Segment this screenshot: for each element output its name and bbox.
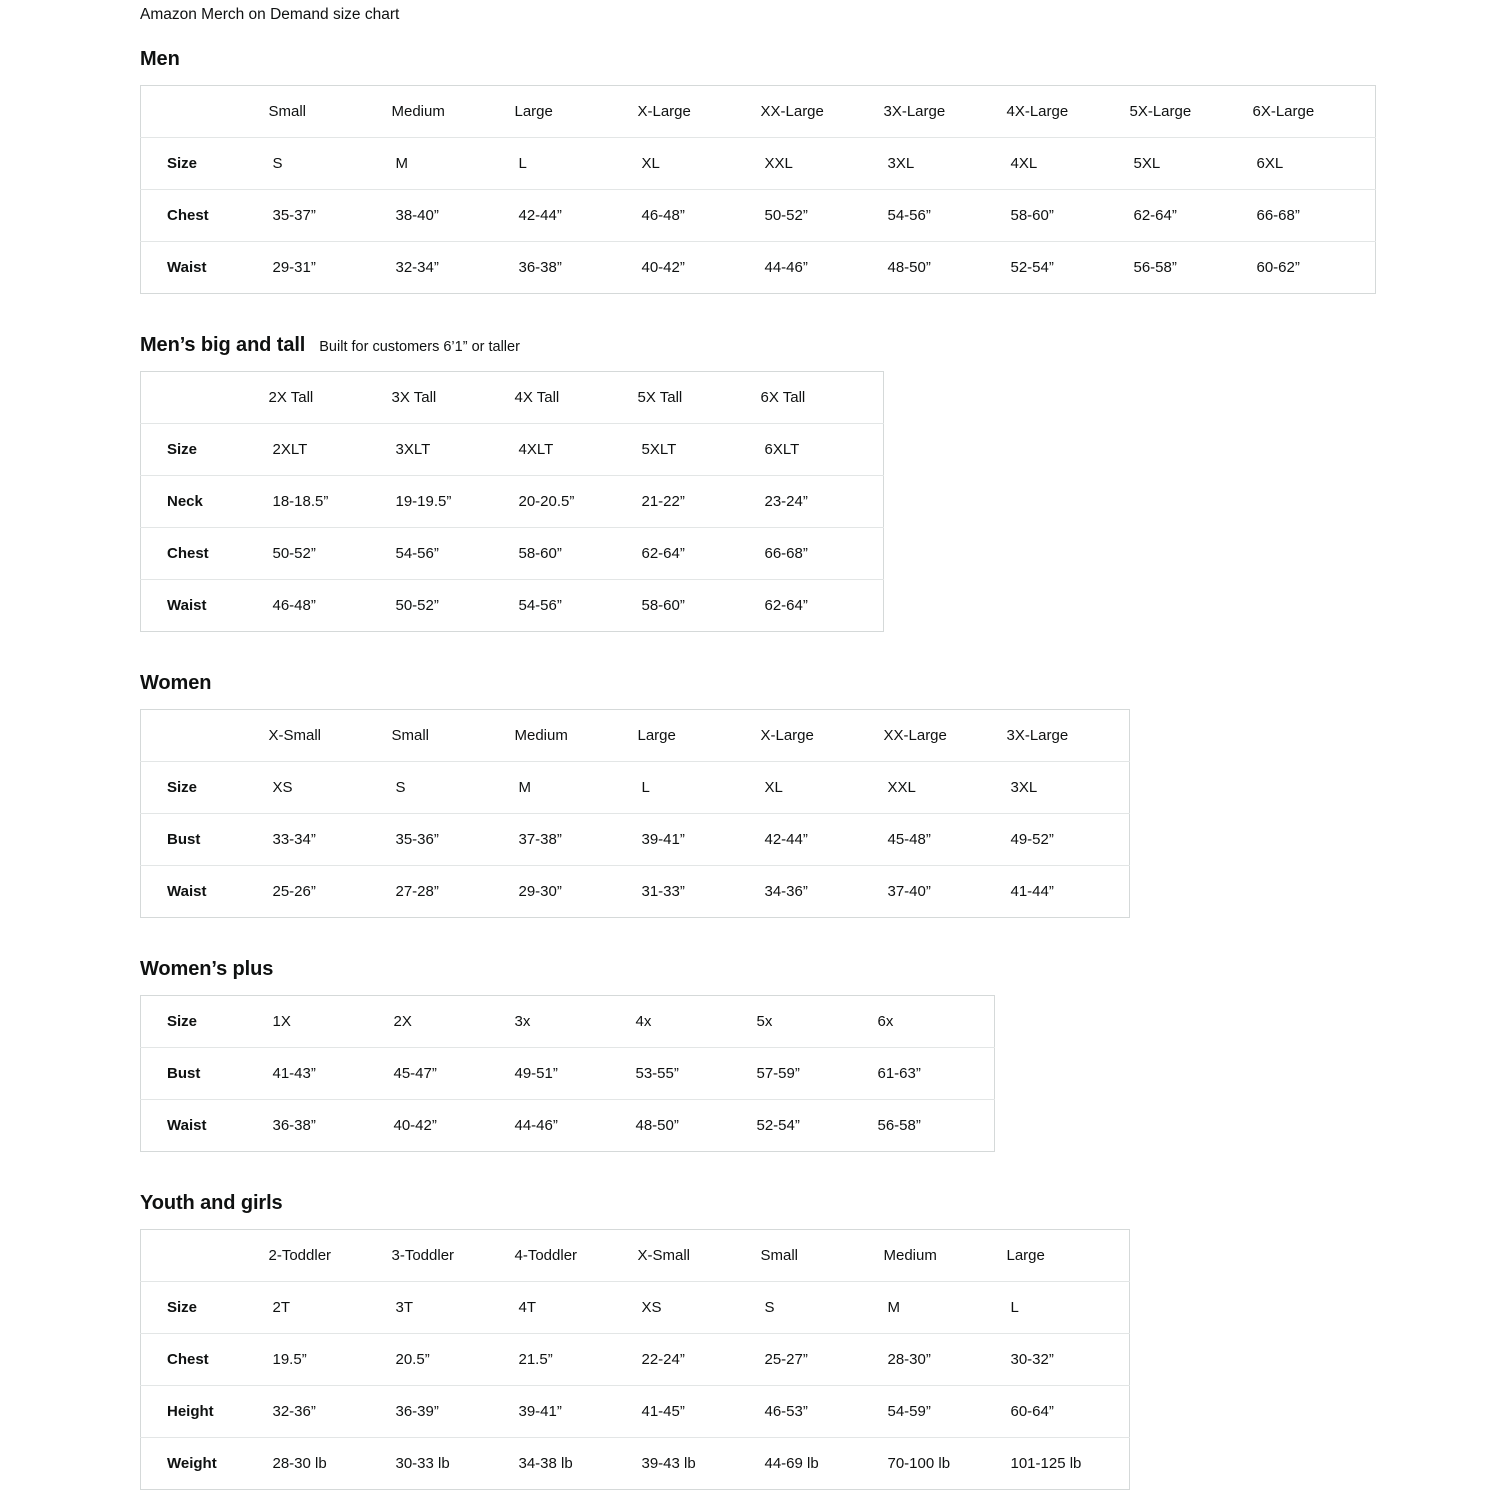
column-header: X-Small bbox=[269, 710, 392, 762]
table-cell: 29-31” bbox=[272, 259, 316, 276]
table-header-row bbox=[141, 710, 1130, 762]
row-header: Size bbox=[141, 424, 269, 476]
section-note-mens-big-and-tall: Built for customers 6’1” or taller bbox=[319, 339, 520, 355]
table-cell: 60-64” bbox=[1007, 1386, 1130, 1438]
table-cell: 45-48” bbox=[884, 814, 1007, 866]
table-header-row bbox=[141, 86, 1376, 138]
table-cell: 37-38” bbox=[515, 814, 638, 866]
table-row bbox=[141, 138, 1376, 190]
table-row bbox=[141, 1282, 1130, 1334]
column-header: 2X Tall bbox=[269, 372, 392, 424]
section-header-mens-big-and-tall bbox=[140, 334, 1499, 357]
section-header-women bbox=[140, 672, 1499, 695]
table-cell: 46-53” bbox=[761, 1386, 884, 1438]
table-cell: 39-43 lb bbox=[641, 1455, 696, 1472]
column-header: 4X Tall bbox=[515, 372, 638, 424]
column-header: 5X Tall bbox=[638, 372, 761, 424]
table-row bbox=[141, 476, 884, 528]
table-cell: XL bbox=[761, 762, 884, 814]
table-cell: 6XL bbox=[1253, 138, 1376, 190]
table-cell: 4x bbox=[632, 996, 753, 1048]
table-cell: 35-37” bbox=[269, 190, 392, 242]
table-cell: 31-33” bbox=[641, 883, 685, 900]
table-cell: 42-44” bbox=[515, 190, 638, 242]
table-cell: 48-50” bbox=[887, 259, 931, 276]
table-cell: 41-44” bbox=[1010, 883, 1054, 900]
row-header: Height bbox=[141, 1386, 269, 1438]
size-table-youth-and-girls bbox=[140, 1229, 1130, 1490]
table-cell: 6x bbox=[874, 996, 995, 1048]
table-cell: 45-47” bbox=[390, 1048, 511, 1100]
column-header: 5X-Large bbox=[1130, 86, 1253, 138]
column-header: Small bbox=[269, 86, 392, 138]
column-header: 3X-Large bbox=[1007, 710, 1130, 762]
table-row bbox=[141, 866, 1130, 918]
table-cell: 44-69 lb bbox=[764, 1455, 819, 1472]
section-header-youth-and-girls bbox=[140, 1192, 1499, 1215]
table-cell: 3x bbox=[511, 996, 632, 1048]
table-cell: 32-36” bbox=[269, 1386, 392, 1438]
table-cell: 42-44” bbox=[761, 814, 884, 866]
table-header-row bbox=[141, 372, 884, 424]
table-cell: M bbox=[392, 138, 515, 190]
corner-cell bbox=[141, 86, 269, 138]
table-cell: 35-36” bbox=[392, 814, 515, 866]
row-header: Chest bbox=[141, 1334, 269, 1386]
table-cell: 62-64” bbox=[1130, 190, 1253, 242]
table-cell: 66-68” bbox=[761, 528, 884, 580]
table-cell: 41-43” bbox=[269, 1048, 390, 1100]
table-cell: 20-20.5” bbox=[515, 476, 638, 528]
size-table-men bbox=[140, 85, 1376, 294]
column-header: XX-Large bbox=[761, 86, 884, 138]
table-cell: 39-41” bbox=[515, 1386, 638, 1438]
column-header: XX-Large bbox=[884, 710, 1007, 762]
table-cell: 54-59” bbox=[884, 1386, 1007, 1438]
table-header-row bbox=[141, 1230, 1130, 1282]
table-cell: S bbox=[761, 1282, 884, 1334]
row-header: Bust bbox=[141, 814, 269, 866]
table-cell: 4XL bbox=[1007, 138, 1130, 190]
table-cell: 18-18.5” bbox=[269, 476, 392, 528]
table-cell: 37-40” bbox=[887, 883, 931, 900]
table-cell: 38-40” bbox=[392, 190, 515, 242]
table-cell: 2T bbox=[269, 1282, 392, 1334]
table-cell: 29-30” bbox=[518, 883, 562, 900]
table-cell: XXL bbox=[761, 138, 884, 190]
row-header: Size bbox=[141, 996, 269, 1048]
section-header-men bbox=[140, 48, 1499, 71]
table-cell: 5XLT bbox=[638, 424, 761, 476]
table-cell: 62-64” bbox=[638, 528, 761, 580]
table-row bbox=[141, 762, 1130, 814]
table-cell: 32-34” bbox=[395, 259, 439, 276]
size-table-womens-plus bbox=[140, 995, 995, 1152]
column-header: Medium bbox=[515, 710, 638, 762]
column-header: 6X Tall bbox=[761, 372, 884, 424]
table-cell: 49-51” bbox=[511, 1048, 632, 1100]
table-cell: 3XL bbox=[884, 138, 1007, 190]
table-cell: 101-125 lb bbox=[1010, 1455, 1082, 1472]
table-cell: 21.5” bbox=[515, 1334, 638, 1386]
table-cell: 36-38” bbox=[518, 259, 562, 276]
table-cell: 36-38” bbox=[272, 1117, 316, 1134]
table-cell: 60-62” bbox=[1256, 259, 1300, 276]
table-cell: 6XLT bbox=[761, 424, 884, 476]
table-cell: 27-28” bbox=[395, 883, 439, 900]
column-header: 2-Toddler bbox=[269, 1230, 392, 1282]
section-header-womens-plus bbox=[140, 958, 1499, 981]
table-cell: 50-52” bbox=[395, 597, 439, 614]
table-row bbox=[141, 580, 884, 632]
row-header: Size bbox=[141, 1282, 269, 1334]
corner-cell bbox=[141, 710, 269, 762]
table-cell: 30-32” bbox=[1007, 1334, 1130, 1386]
table-cell: 19.5” bbox=[269, 1334, 392, 1386]
table-cell: 33-34” bbox=[269, 814, 392, 866]
table-cell: 3XL bbox=[1007, 762, 1130, 814]
table-cell: 5XL bbox=[1130, 138, 1253, 190]
row-header: Weight bbox=[167, 1455, 217, 1472]
table-row bbox=[141, 242, 1376, 294]
table-cell: 50-52” bbox=[269, 528, 392, 580]
row-header: Size bbox=[141, 138, 269, 190]
table-cell: 52-54” bbox=[1010, 259, 1054, 276]
table-row bbox=[141, 1100, 995, 1152]
column-header: X-Large bbox=[761, 710, 884, 762]
table-cell: L bbox=[515, 138, 638, 190]
column-header: Medium bbox=[884, 1230, 1007, 1282]
column-header: Small bbox=[761, 1230, 884, 1282]
table-cell: 48-50” bbox=[635, 1117, 679, 1134]
column-header: 4X-Large bbox=[1007, 86, 1130, 138]
row-header: Bust bbox=[141, 1048, 269, 1100]
section-title-men: Men bbox=[140, 48, 180, 70]
table-cell: 58-60” bbox=[641, 597, 685, 614]
table-cell: XXL bbox=[884, 762, 1007, 814]
table-cell: 46-48” bbox=[272, 597, 316, 614]
table-row bbox=[141, 1334, 1130, 1386]
column-header: Small bbox=[392, 710, 515, 762]
table-row bbox=[141, 190, 1376, 242]
column-header: X-Small bbox=[638, 1230, 761, 1282]
table-cell: 58-60” bbox=[515, 528, 638, 580]
table-cell: 5x bbox=[753, 996, 874, 1048]
table-cell: 49-52” bbox=[1007, 814, 1130, 866]
table-cell: S bbox=[392, 762, 515, 814]
table-cell: L bbox=[1007, 1282, 1130, 1334]
table-cell: 34-36” bbox=[764, 883, 808, 900]
table-cell: 1X bbox=[269, 996, 390, 1048]
section-title-mens-big-and-tall: Men’s big and tall bbox=[140, 334, 306, 356]
table-cell: 54-56” bbox=[518, 597, 562, 614]
table-cell: 39-41” bbox=[638, 814, 761, 866]
table-cell: 25-26” bbox=[272, 883, 316, 900]
table-row bbox=[141, 1438, 1130, 1490]
row-header: Waist bbox=[167, 597, 207, 614]
size-table-women bbox=[140, 709, 1130, 918]
table-cell: 28-30” bbox=[884, 1334, 1007, 1386]
column-header: 3-Toddler bbox=[392, 1230, 515, 1282]
table-cell: L bbox=[638, 762, 761, 814]
table-row bbox=[141, 996, 995, 1048]
table-cell: 70-100 lb bbox=[887, 1455, 951, 1472]
table-cell: 20.5” bbox=[392, 1334, 515, 1386]
table-cell: 54-56” bbox=[884, 190, 1007, 242]
table-cell: M bbox=[515, 762, 638, 814]
table-cell: 19-19.5” bbox=[392, 476, 515, 528]
column-header: Medium bbox=[392, 86, 515, 138]
table-cell: 40-42” bbox=[393, 1117, 437, 1134]
table-cell: 62-64” bbox=[764, 597, 808, 614]
table-cell: XL bbox=[638, 138, 761, 190]
size-table-mens-big-and-tall bbox=[140, 371, 884, 632]
column-header: Large bbox=[515, 86, 638, 138]
table-cell: 50-52” bbox=[761, 190, 884, 242]
table-cell: 44-46” bbox=[764, 259, 808, 276]
row-header: Neck bbox=[141, 476, 269, 528]
table-cell: 25-27” bbox=[761, 1334, 884, 1386]
column-header: 3X-Large bbox=[884, 86, 1007, 138]
table-cell: 61-63” bbox=[874, 1048, 995, 1100]
table-cell: 22-24” bbox=[638, 1334, 761, 1386]
table-row bbox=[141, 528, 884, 580]
table-cell: 56-58” bbox=[1133, 259, 1177, 276]
row-header: Waist bbox=[167, 883, 207, 900]
column-header: 4-Toddler bbox=[515, 1230, 638, 1282]
column-header: 3X Tall bbox=[392, 372, 515, 424]
table-cell: 4XLT bbox=[515, 424, 638, 476]
column-header: Large bbox=[638, 710, 761, 762]
page-title: Amazon Merch on Demand size chart bbox=[140, 6, 400, 23]
table-cell: 56-58” bbox=[877, 1117, 921, 1134]
corner-cell bbox=[141, 372, 269, 424]
corner-cell bbox=[141, 1230, 269, 1282]
table-cell: 36-39” bbox=[392, 1386, 515, 1438]
table-cell: 2XLT bbox=[269, 424, 392, 476]
section-title-womens-plus: Women’s plus bbox=[140, 958, 274, 980]
table-cell: 52-54” bbox=[756, 1117, 800, 1134]
row-header: Chest bbox=[141, 190, 269, 242]
table-cell: 54-56” bbox=[392, 528, 515, 580]
row-header: Waist bbox=[167, 1117, 207, 1134]
table-cell: 44-46” bbox=[514, 1117, 558, 1134]
table-cell: 46-48” bbox=[638, 190, 761, 242]
table-cell: 58-60” bbox=[1007, 190, 1130, 242]
row-header: Waist bbox=[167, 259, 207, 276]
table-cell: 41-45” bbox=[638, 1386, 761, 1438]
table-row bbox=[141, 1048, 995, 1100]
table-row bbox=[141, 1386, 1130, 1438]
table-cell: 21-22” bbox=[638, 476, 761, 528]
column-header: Large bbox=[1007, 1230, 1130, 1282]
table-cell: S bbox=[269, 138, 392, 190]
table-cell: 28-30 lb bbox=[272, 1455, 327, 1472]
table-cell: XS bbox=[638, 1282, 761, 1334]
table-cell: 23-24” bbox=[761, 476, 884, 528]
table-cell: 3XLT bbox=[392, 424, 515, 476]
table-row bbox=[141, 814, 1130, 866]
table-cell: 30-33 lb bbox=[395, 1455, 450, 1472]
table-cell: 34-38 lb bbox=[518, 1455, 573, 1472]
table-cell: M bbox=[884, 1282, 1007, 1334]
column-header: X-Large bbox=[638, 86, 761, 138]
table-cell: 2X bbox=[390, 996, 511, 1048]
row-header: Size bbox=[141, 762, 269, 814]
table-cell: XS bbox=[269, 762, 392, 814]
table-cell: 3T bbox=[392, 1282, 515, 1334]
table-cell: 66-68” bbox=[1253, 190, 1376, 242]
table-cell: 57-59” bbox=[753, 1048, 874, 1100]
table-cell: 40-42” bbox=[641, 259, 685, 276]
column-header: 6X-Large bbox=[1253, 86, 1376, 138]
row-header: Chest bbox=[141, 528, 269, 580]
section-title-youth-and-girls: Youth and girls bbox=[140, 1192, 283, 1214]
table-row bbox=[141, 424, 884, 476]
section-title-women: Women bbox=[140, 672, 212, 694]
table-cell: 4T bbox=[515, 1282, 638, 1334]
table-cell: 53-55” bbox=[632, 1048, 753, 1100]
